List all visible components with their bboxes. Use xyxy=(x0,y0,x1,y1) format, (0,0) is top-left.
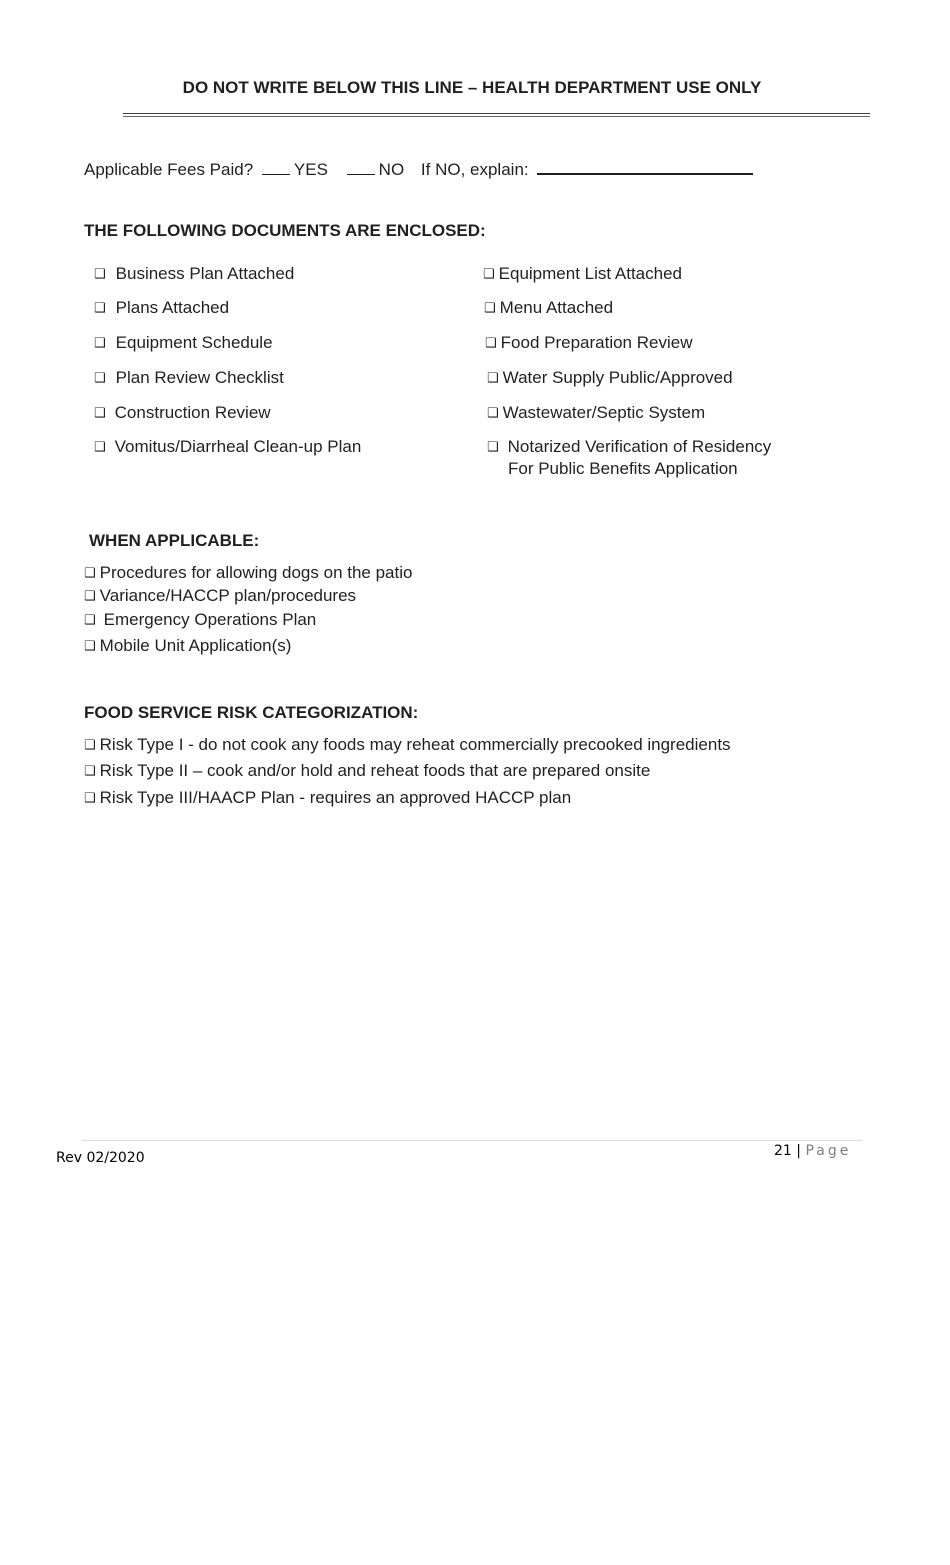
page-word: Page xyxy=(805,1143,852,1159)
document-item-construction-review[interactable]: ❑ Construction Review xyxy=(94,403,271,422)
checkbox-icon[interactable]: ❑ xyxy=(84,791,96,806)
risk-heading: FOOD SERVICE RISK CATEGORIZATION: xyxy=(84,703,419,722)
fees-explain-label: If NO, explain: xyxy=(420,160,529,179)
fees-no-label: NO xyxy=(378,160,405,179)
documents-heading: THE FOLLOWING DOCUMENTS ARE ENCLOSED: xyxy=(84,221,486,240)
document-item-plan-review-checklist[interactable]: ❑ Plan Review Checklist xyxy=(94,368,284,387)
checkbox-icon[interactable]: ❑ xyxy=(84,566,96,581)
checkbox-icon[interactable]: ❑ xyxy=(94,440,106,455)
checkbox-icon[interactable]: ❑ xyxy=(485,336,497,351)
document-item-menu[interactable]: ❑ Menu Attached xyxy=(484,298,614,317)
revision-label: Rev 02/2020 xyxy=(56,1150,145,1166)
checkbox-icon[interactable]: ❑ xyxy=(94,406,106,421)
document-item-notarized-verification[interactable]: ❑ Notarized Verification of Residency xyxy=(487,437,772,456)
applicable-item-mobile-unit[interactable]: ❑ Mobile Unit Application(s) xyxy=(84,636,292,655)
page-number-value: 21 xyxy=(774,1143,792,1159)
divider-line xyxy=(123,113,870,117)
checkbox-icon[interactable]: ❑ xyxy=(84,639,96,654)
checkbox-icon[interactable]: ❑ xyxy=(484,301,496,316)
checkbox-icon[interactable]: ❑ xyxy=(94,267,106,282)
document-item-plans[interactable]: ❑ Plans Attached xyxy=(94,298,230,317)
document-item-food-preparation-review[interactable]: ❑ Food Preparation Review xyxy=(485,333,693,352)
applicable-item-dogs[interactable]: ❑ Procedures for allowing dogs on the patio xyxy=(84,563,413,582)
checkbox-icon[interactable]: ❑ xyxy=(487,406,499,421)
fees-row xyxy=(84,160,757,180)
applicable-heading: WHEN APPLICABLE: xyxy=(89,531,260,550)
page-number xyxy=(774,1143,851,1159)
checkbox-icon[interactable]: ❑ xyxy=(94,301,106,316)
checkbox-icon[interactable]: ❑ xyxy=(487,440,499,455)
risk-item-type-2[interactable]: ❑ Risk Type II – cook and/or hold and reheat foods that are prepared onsite xyxy=(84,761,651,780)
checkbox-icon[interactable]: ❑ xyxy=(487,371,499,386)
document-item-wastewater[interactable]: ❑ Wastewater/Septic System xyxy=(487,403,706,422)
checkbox-icon[interactable]: ❑ xyxy=(84,738,96,753)
document-item-water-supply[interactable]: ❑ Water Supply Public/Approved xyxy=(487,368,733,387)
page-separator: | xyxy=(796,1143,801,1159)
fees-yes-label: YES xyxy=(293,160,328,179)
page-title: DO NOT WRITE BELOW THIS LINE – HEALTH DEPARTMENT USE ONLY xyxy=(182,78,762,97)
checkbox-icon[interactable]: ❑ xyxy=(483,267,495,282)
checkbox-icon[interactable]: ❑ xyxy=(94,371,106,386)
fees-label: Applicable Fees Paid? xyxy=(84,160,254,179)
document-item-equipment-schedule[interactable]: ❑ Equipment Schedule xyxy=(94,333,273,352)
checkbox-icon[interactable]: ❑ xyxy=(84,613,96,628)
document-item-business-plan[interactable]: ❑ Business Plan Attached xyxy=(94,264,295,283)
fees-explain-blank[interactable] xyxy=(537,172,753,175)
checkbox-icon[interactable]: ❑ xyxy=(94,336,106,351)
fees-yes-blank[interactable] xyxy=(262,173,290,175)
risk-item-type-1[interactable]: ❑ Risk Type I - do not cook any foods may reheat commercially precooked ingredients xyxy=(84,735,731,754)
applicable-item-variance-haccp[interactable]: ❑ Variance/HACCP plan/procedures xyxy=(84,586,357,605)
document-item-vomitus-plan[interactable]: ❑ Vomitus/Diarrheal Clean-up Plan xyxy=(94,437,362,456)
applicable-item-emergency-plan[interactable]: ❑ Emergency Operations Plan xyxy=(84,610,317,629)
checkbox-icon[interactable]: ❑ xyxy=(84,764,96,779)
risk-item-type-3[interactable]: ❑ Risk Type III/HAACP Plan - requires an approved HACCP plan xyxy=(84,788,572,807)
document-item-notarized-verification-line2: For Public Benefits Application xyxy=(508,459,738,478)
checkbox-icon[interactable]: ❑ xyxy=(84,589,96,604)
fees-no-blank[interactable] xyxy=(347,173,375,175)
document-item-equipment-list[interactable]: ❑ Equipment List Attached xyxy=(483,264,682,283)
footer-divider xyxy=(82,1140,862,1141)
